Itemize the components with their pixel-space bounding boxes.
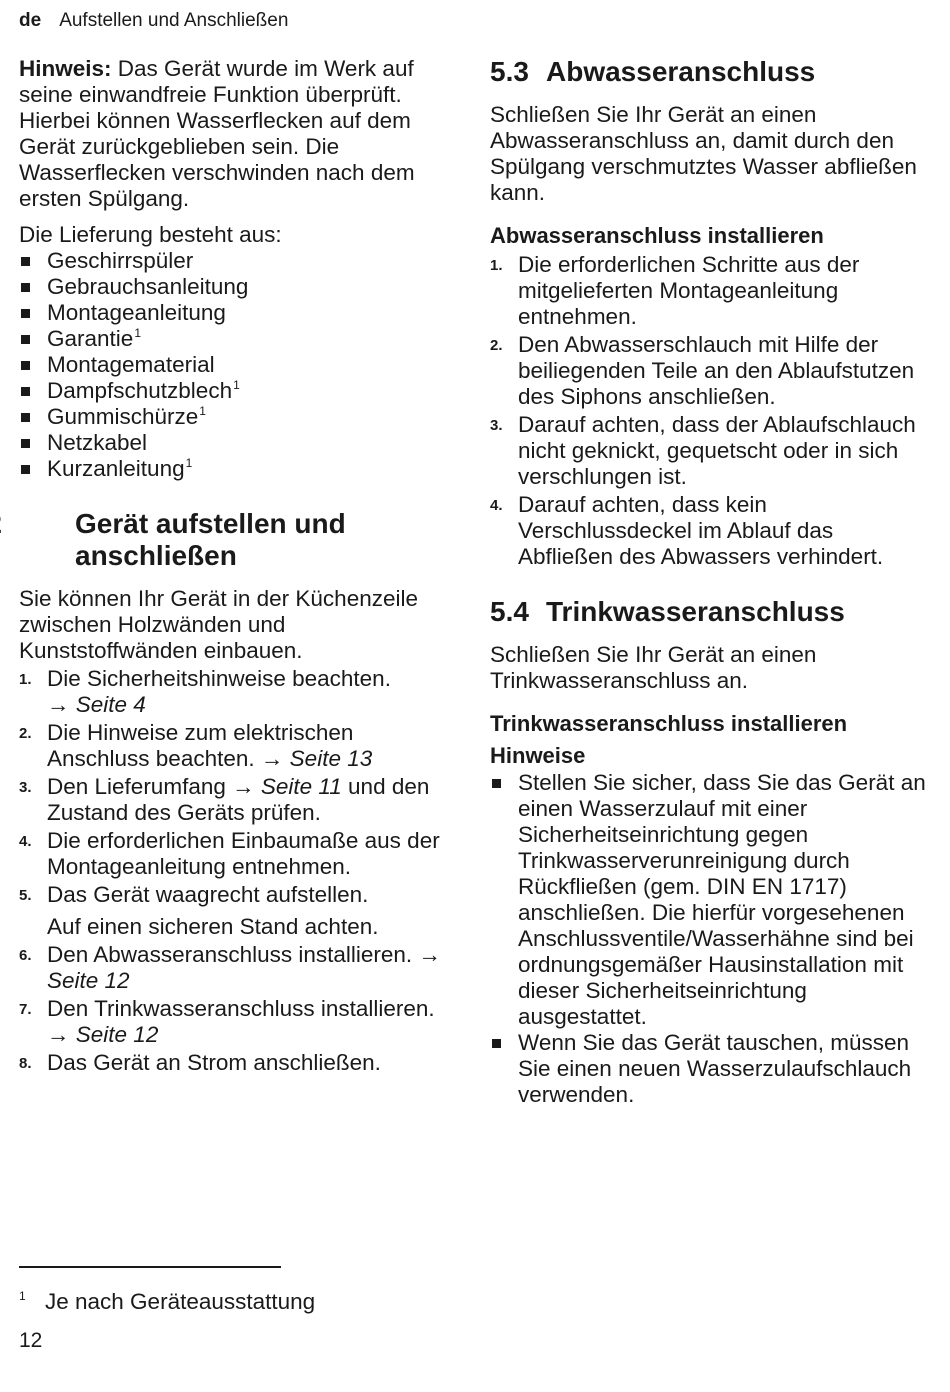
list-item-label: Gummischürze — [47, 404, 199, 429]
arrow-right-icon: → — [232, 774, 255, 799]
header-title: Aufstellen und Anschließen — [59, 10, 289, 31]
step-text: Die Sicherheitshinweise beachten. — [47, 666, 391, 691]
list-item-label: Gebrauchsanleitung — [47, 274, 249, 299]
bullet-square-icon — [492, 779, 501, 788]
list-item-label: Stellen Sie sicher, dass Sie das Gerät an einen Wasserzulauf mit einer Sicherheitseinrichtung gegen Trinkwasserverunreinigung durch Rückfließen (gem. DIN EN 1717) anschließen. Die hierfür vorgesehenen Anschlussventile/Wasserhähne sind bei ordnungsgemäßer Hausinstallation mit dieser Sicherheitseinrichtung ausgestattet. — [518, 770, 926, 1029]
note-label: Hinweis: — [19, 56, 112, 81]
list-item — [19, 326, 451, 352]
step-text: Die Hinweise zum elektrischen Anschluss beachten. — [47, 720, 354, 771]
note-paragraph — [19, 56, 451, 212]
list-item — [19, 404, 451, 430]
section-title: Abwasseranschluss — [546, 56, 816, 87]
list-item — [19, 352, 451, 378]
step-text: Die erforderlichen Schritte aus der mitgelieferten Montageanleitung entnehmen. — [518, 252, 860, 329]
step-number: 7. — [19, 1001, 32, 1018]
section-title: Trinkwasseranschluss — [546, 596, 845, 627]
step-item — [490, 252, 930, 330]
footnote — [19, 1283, 315, 1315]
subsection-heading: Abwasseranschluss installieren — [490, 223, 824, 248]
step-number: 3. — [490, 417, 503, 434]
step-number: 1. — [490, 257, 503, 274]
bullet-square-icon — [21, 335, 30, 344]
step-5-extra: Auf einen sicheren Stand achten. — [47, 914, 379, 939]
delivery-intro: Die Lieferung besteht aus: — [19, 222, 282, 247]
list-item-label: Montageanleitung — [47, 300, 226, 325]
page-reference-link[interactable]: Seite 4 — [75, 692, 146, 717]
footnote-text: Je nach Geräteausstattung — [45, 1289, 316, 1314]
step-number: 1. — [19, 671, 32, 688]
left-column — [19, 56, 451, 1076]
section-heading-5-4 — [490, 596, 930, 628]
step-item — [19, 720, 451, 772]
step-item — [19, 882, 451, 908]
bullet-square-icon — [21, 309, 30, 318]
list-item-label: Kurzanleitung — [47, 456, 185, 481]
list-item-label: Wenn Sie das Gerät tauschen, müssen Sie einen neuen Wasserzulaufschlauch verwenden. — [518, 1030, 912, 1107]
step-item — [19, 942, 451, 994]
section-number: 5.3 — [490, 56, 529, 87]
setup-steps — [19, 666, 451, 908]
section-intro: Schließen Sie Ihr Gerät an einen Trinkwasseranschluss an. — [490, 642, 817, 693]
page-header — [19, 8, 288, 34]
arrow-right-icon: → — [47, 1022, 70, 1047]
section-heading-5-3 — [490, 56, 930, 88]
list-item — [19, 430, 451, 456]
bullet-square-icon — [492, 1039, 501, 1048]
step-number: 4. — [490, 497, 503, 514]
page-reference-link[interactable]: Seite 11 — [260, 774, 342, 799]
page-reference-link[interactable]: Seite 13 — [289, 746, 373, 771]
list-item — [19, 248, 451, 274]
step-item — [490, 412, 930, 490]
arrow-right-icon: → — [260, 746, 284, 771]
step-number: 6. — [19, 947, 32, 964]
page-number: 12 — [19, 1329, 43, 1352]
note-text: Das Gerät wurde im Werk auf seine einwandfreie Funktion überprüft. Hierbei können Wasserflecken auf dem Gerät zurückgeblieben sein. Die Wasserflecken verschwinden nach dem ersten Spülgang. — [19, 56, 415, 211]
page-reference-link[interactable]: Seite 12 — [75, 1022, 159, 1047]
delivery-list — [19, 248, 451, 482]
step-number: 4. — [19, 833, 32, 850]
step-text: Das Gerät an Strom anschließen. — [47, 1050, 381, 1075]
list-item-label: Dampfschutzblech — [47, 378, 233, 403]
arrow-right-icon: → — [418, 942, 441, 967]
step-text: Den Abwasserschlauch mit Hilfe der beiliegenden Teile an den Ablaufstutzen des Siphons anschließen. — [518, 332, 915, 409]
step-item — [19, 1050, 451, 1076]
right-column — [490, 56, 930, 1108]
footnote-marker: 1 — [134, 326, 141, 340]
section-heading-5-2 — [19, 508, 451, 572]
bullet-square-icon — [21, 465, 30, 474]
bullet-square-icon — [21, 361, 30, 370]
step-item — [19, 828, 451, 880]
bullet-square-icon — [21, 387, 30, 396]
step-text: Darauf achten, dass kein Verschlussdeckel im Ablauf das Abfließen des Abwassers verhindert. — [518, 492, 884, 569]
notes-list — [490, 770, 930, 1108]
step-number: 2. — [19, 725, 32, 742]
section-intro: Sie können Ihr Gerät in der Küchenzeile zwischen Holzwänden und Kunststoffwänden einbauen. — [19, 586, 418, 663]
step-text: Darauf achten, dass der Ablaufschlauch nicht geknickt, gequetscht oder in sich verschlungen ist. — [518, 412, 916, 489]
arrow-right-icon: → — [47, 692, 70, 717]
subsection-heading: Trinkwasseranschluss installieren — [490, 711, 848, 736]
list-item — [19, 378, 451, 404]
bullet-square-icon — [21, 257, 30, 266]
step-text: Den Abwasseranschluss installieren. — [47, 942, 413, 967]
step-item — [19, 666, 451, 718]
step-item — [19, 774, 451, 826]
list-item — [490, 770, 930, 1030]
bullet-square-icon — [21, 439, 30, 448]
drain-steps — [490, 252, 930, 570]
step-item — [490, 332, 930, 410]
section-number: 5.4 — [490, 596, 529, 627]
list-item — [19, 300, 451, 326]
footnote-divider — [19, 1266, 281, 1268]
step-text: Die erforderlichen Einbaumaße aus der Montageanleitung entnehmen. — [47, 828, 440, 879]
list-item — [490, 1030, 930, 1108]
step-text-after: und den Zustand des Geräts prüfen. — [47, 774, 430, 825]
step-item — [490, 492, 930, 570]
step-number: 2. — [490, 337, 503, 354]
setup-steps-continued — [19, 942, 451, 1076]
list-item-label: Montagematerial — [47, 352, 215, 377]
notes-heading: Hinweise — [490, 743, 586, 768]
section-title: Gerät aufstellen und anschließen — [75, 508, 346, 571]
page-reference-link[interactable]: Seite 12 — [47, 968, 130, 993]
language-tag: de — [19, 10, 42, 31]
step-number: 5. — [19, 887, 32, 904]
list-item-label: Garantie — [47, 326, 134, 351]
section-number — [19, 508, 75, 540]
list-item-label: Geschirrspüler — [47, 248, 194, 273]
footnote-marker: 1 — [199, 404, 206, 418]
step-text: Den Lieferumfang — [47, 774, 226, 799]
list-item — [19, 274, 451, 300]
list-item — [19, 456, 451, 482]
step-text: Den Trinkwasseranschluss installieren. — [47, 996, 435, 1021]
footnote-number: 1 — [19, 1289, 26, 1303]
step-number: 3. — [19, 779, 32, 796]
step-text: Das Gerät waagrecht aufstellen. — [47, 882, 369, 907]
bullet-square-icon — [21, 413, 30, 422]
footnote-marker: 1 — [185, 456, 193, 470]
bullet-square-icon — [21, 283, 30, 292]
step-number: 8. — [19, 1055, 32, 1072]
footnote-marker: 1 — [233, 378, 240, 392]
section-intro: Schließen Sie Ihr Gerät an einen Abwasseranschluss an, damit durch den Spülgang verschmutztes Wasser abfließen kann. — [490, 102, 917, 205]
list-item-label: Netzkabel — [47, 430, 148, 455]
step-item — [19, 996, 451, 1048]
